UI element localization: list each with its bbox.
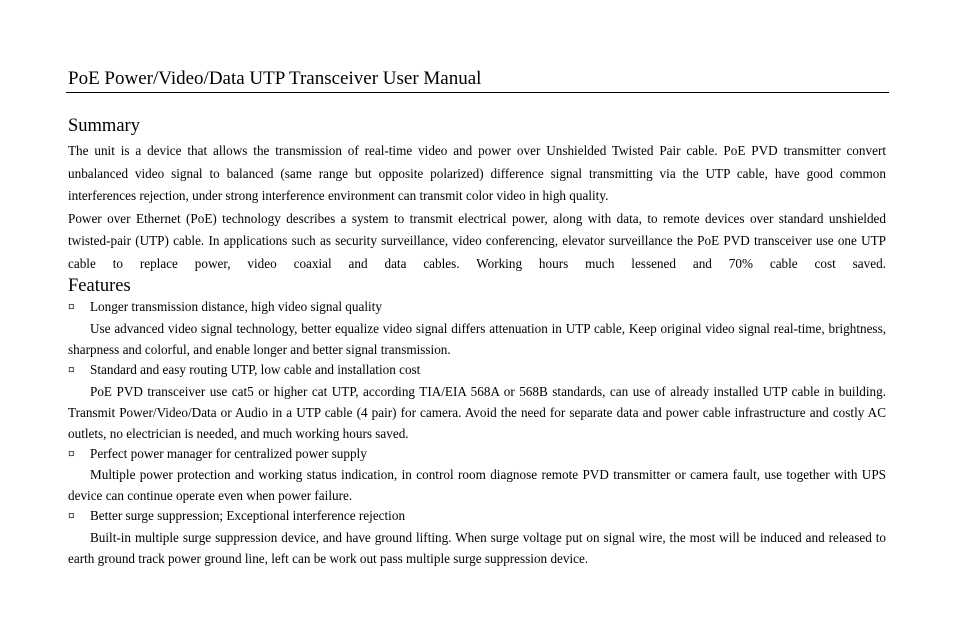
feature-title-line	[68, 444, 886, 465]
feature-description: Built-in multiple surge suppression device, and have ground lifting. When surge voltage put on signal wire, the most will be induced and released to earth ground track power ground line, left can be work out pass multiple surge suppression device.	[68, 530, 886, 567]
feature-description: PoE PVD transceiver use cat5 or higher cat UTP, according TIA/EIA 568A or 568B standards, can use of already installed UTP cable in building. Transmit Power/Video/Data or Audio in a UTP cable (4 pair) for camera. Avoid the need for separate data and power cable infrastructure and costly AC outlets, no electrician is needed, and much working hours saved.	[68, 383, 886, 441]
features-heading: Features	[68, 276, 131, 296]
feature-item	[68, 444, 886, 507]
feature-item	[68, 360, 886, 444]
feature-title: Standard and easy routing UTP, low cable and installation cost	[90, 361, 421, 377]
feature-title-line	[68, 506, 886, 527]
currency-bullet-icon: ¤	[68, 299, 75, 314]
feature-item	[68, 506, 886, 569]
header-rule	[66, 92, 889, 93]
feature-title-line	[68, 297, 886, 318]
feature-item	[68, 297, 886, 360]
summary-paragraph: Power over Ethernet (PoE) technology describes a system to transmit electrical power, along with data, to remote devices over standard unshielded twisted-pair (UTP) cable. In applications such as security surveillance, video conferencing, elevator surveillance the PoE PVD transceiver use one UTP cable to replace power, video coaxial and data cables. Working hours much lessened and 70% cable cost saved.	[68, 210, 886, 271]
feature-description: Use advanced video signal technology, better equalize video signal differs attenuation in UTP cable, Keep original video signal real-time, brightness, sharpness and colorful, and enable longer and better signal transmission.	[68, 320, 886, 357]
features-section	[68, 275, 886, 569]
page-header-title: PoE Power/Video/Data UTP Transceiver User Manual	[68, 68, 482, 89]
feature-title: Perfect power manager for centralized power supply	[90, 445, 367, 461]
currency-bullet-icon: ¤	[68, 445, 75, 461]
summary-heading: Summary	[68, 116, 140, 136]
feature-title: Better surge suppression; Exceptional interference rejection	[90, 508, 406, 524]
currency-bullet-icon: ¤	[68, 508, 75, 524]
feature-title: Longer transmission distance, high video signal quality	[90, 299, 382, 314]
feature-title-line	[68, 360, 886, 381]
feature-description: Multiple power protection and working status indication, in control room diagnose remote PVD transmitter or camera fault, use together with UPS device can continue operate even when power failure.	[68, 467, 886, 504]
currency-bullet-icon: ¤	[68, 361, 75, 377]
summary-paragraph: The unit is a device that allows the transmission of real-time video and power over Unshielded Twisted Pair cable. PoE PVD transmitter convert unbalanced video signal to balanced (same range but opposite polarized) difference signal transmitting via the UTP cable, have good common interferences rejection, under strong interference environment can transmit color video in high quality.	[68, 143, 886, 203]
document-body	[68, 115, 886, 569]
summary-section	[68, 115, 886, 275]
